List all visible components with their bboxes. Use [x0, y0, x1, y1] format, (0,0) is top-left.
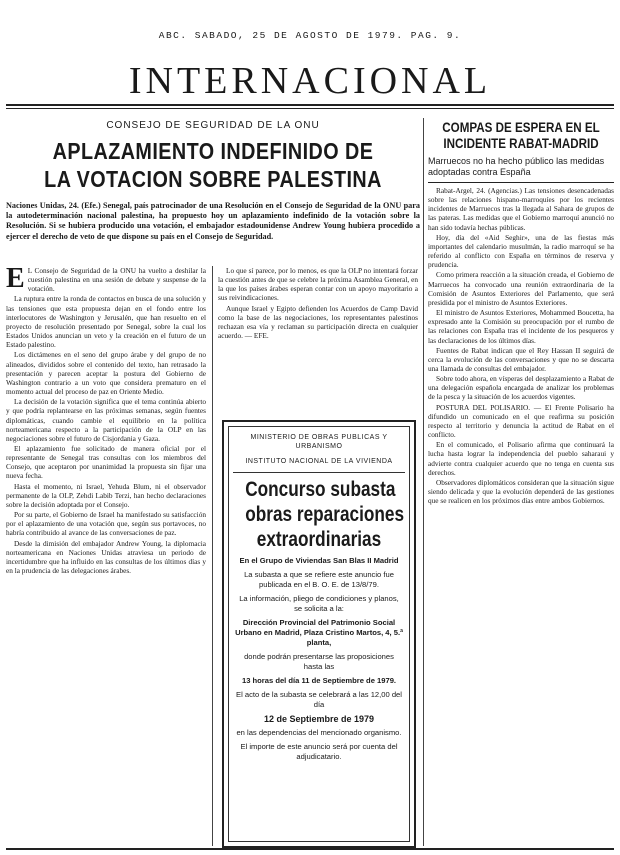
advertisement-inner	[228, 426, 410, 842]
side-column	[428, 186, 614, 836]
header-rule-thin	[6, 108, 614, 109]
ad-text: El acto de la subasta se celebrará a las 12,00 del día	[236, 690, 402, 709]
section-title: INTERNACIONAL	[128, 60, 492, 102]
paragraph: Fuentes de Rabat indican que el Rey Hassan II seguirá de cerca la evolución de las conversaciones y que no se descarta una llamada de consultas del embajador.	[428, 345, 614, 373]
paragraph: Lo que sí parece, por lo menos, es que la OLP no intentará forzar la cuestión antes de que se celebre la próxima Asamblea General, en la que los países árabes esperan contar con un apoyo mayoritario a sus reivindicaciones.	[218, 266, 418, 303]
paragraph: En el comunicado, el Polisario afirma que continuará la lucha hasta lograr la independencia del pueblo saharaui y advierte contra cualquier acuerdo que no tenga en cuenta sus derechos.	[428, 440, 614, 477]
ad-agency: INSTITUTO NACIONAL DE LA VIVIENDA	[245, 458, 393, 465]
lead-column-a	[6, 266, 206, 846]
paragraph: El ministro de Asuntos Exteriores, Mohammed Boucetta, ha expresado ante la Comisión su preocupación por el rumbo de las relaciones con España tras el incidente de los pesqueros y las declaraciones de los últimos días.	[428, 308, 614, 345]
paragraph: Hoy, día del «Aid Seghir», una de las fiestas más importantes del calendario musulmán, la radio marroquí se ha referido al conflicto con España en términos de reserva y prudencia.	[428, 232, 614, 270]
paragraph: La ruptura entre la ronda de contactos en busca de una solución y las tensiones que esta propuesta dejan en el fondo entre los interlocutores de Washington y Jerusalén, que han resuelto en el proyecto de resolución presentado por Senegal, sobre la cual los Estados Unidos anuncian un veto y la creación en el futuro de un Estado palestino.	[6, 294, 206, 350]
paragraph: Como primera reacción a la situación creada, el Gobierno de Marruecos ha convocado una reunión extraordinaria de la Comisión de Asuntos Exteriores del Parlamento, que será presidida por el ministro de Asuntos Exteriores.	[428, 270, 614, 307]
paragraph: Sobre todo ahora, en vísperas del desplazamiento a Rabat de una delegación española encargada de analizar los problemas de la pesca y la situación de los acuerdos vigentes.	[428, 374, 614, 402]
ad-title-line-2: obras reparaciones	[245, 503, 405, 526]
ad-text: 12 de Septiembre de 1979	[263, 714, 375, 724]
column-divider	[423, 118, 424, 846]
paragraph: El aplazamiento fue solicitado de manera oficial por el representante de Senegal tras consultas con los miembros del Consejo, que aceptaron por unanimidad la propuesta sin fijar una nueva fecha.	[6, 443, 206, 481]
lead-column-b	[218, 266, 418, 408]
masthead: ABC. SABADO, 25 DE AGOSTO DE 1979. PAG. 9.	[158, 30, 462, 41]
ad-text: donde podrán presentarse las proposiciones hasta las	[244, 652, 394, 671]
lead-kicker: CONSEJO DE SEGURIDAD DE LA ONU	[106, 120, 320, 131]
paragraph: POSTURA DEL POLISARIO. — El Frente Polisario ha difundido un comunicado en el que reafirma su posición respecto al territorio y denuncia la actitud de Rabat en el conflicto.	[428, 402, 614, 440]
footer-rule	[6, 848, 614, 850]
paragraph: Desde la dimisión del embajador Andrew Young, la diplomacia norteamericana en Naciones Unidas atraviesa un periodo de incertidumbre que ha influido en las consultas de los últimos días y en la prudencia de las delegaciones árabes.	[6, 538, 206, 575]
paragraph: Aunque Israel y Egipto defienden los Acuerdos de Camp David como la base de las negociaciones, los representantes palestinos rechazan esa vía y reclaman su participación directa en cualquier acuerdo. — EFE.	[218, 303, 418, 341]
lead-deck: Naciones Unidas, 24. (Efe.) Senegal, país patrocinador de una Resolución en el Consejo de Seguridad de la ONU para la autodeterminación nacional palestina, ha propuesto hoy un aplazamiento indefinido de la votación sobre la Resolución. Si se hubiera producido una votación, el embajador estadounidense Andrew Young hubiera procedido a ejercer el derecho de veto de que dispone su país en el Consejo de Seguridad.	[6, 201, 420, 241]
column-divider	[212, 266, 213, 846]
paragraph: L Consejo de Seguridad de la ONU ha vuelto a deshilar la cuestión palestina en una sesión de debate y suspense de la votación.	[27, 266, 206, 294]
lead-headline-line-1: APLAZAMIENTO INDEFINIDO DE	[52, 138, 374, 164]
ad-text: 13 horas del día 11 de Septiembre de 1979.	[241, 676, 397, 685]
side-subheadline: Marruecos no ha hecho público las medidas adoptadas contra España	[428, 156, 605, 177]
ad-divider	[233, 472, 405, 473]
paragraph: Los dictámenes en el seno del grupo árabe y del grupo de no alineados, divididos sobre el contenido del texto, han retrasado la presentación y parecen aceptar la postura del Gobierno de Washington contrario a un voto que considera prematuro en el momento actual del proceso de paz en Oriente Medio.	[6, 350, 206, 397]
side-headline-line-2: INCIDENTE RABAT-MADRID	[443, 136, 599, 151]
drop-cap: E	[6, 266, 25, 294]
lead-article-header	[6, 120, 420, 273]
paragraph: Rabat-Argel, 24. (Agencias.) Las tensiones desencadenadas sobre las relaciones hispano-marroquíes por los recientes incidentes de Marruecos tras la llegada al Sahara de grupos de las pateras. Las medidas que el Gobierno marroquí anunció no han sido todavía hechas públicas.	[428, 186, 614, 232]
ad-text: El importe de este anuncio será por cuenta del adjudicatario.	[240, 742, 398, 761]
ad-text: La subasta a que se refiere este anuncio fue publicada en el B. O. E. de 13/8/79.	[244, 570, 394, 589]
ad-title-line-1: Concurso subasta	[245, 478, 396, 501]
ad-text: en las dependencias del mencionado organismo.	[236, 728, 402, 737]
ad-text: En el Grupo de Viviendas San Blas II Madrid	[239, 556, 399, 565]
paragraph: La decisión de la votación significa que el tema continúa abierto y que podría replantearse en las próximas semanas, según fuentes diplomáticas, cuando cambie el equilibrio en la política norteamericana respecto a la participación de la OLP en las negociaciones sobre el futuro de Cisjordania y Gaza.	[6, 397, 206, 443]
ad-text: Dirección Provincial del Patrimonio Social Urbano en Madrid, Plaza Cristino Martos, 4, 5.ª planta,	[235, 618, 403, 647]
lead-headline-line-2: LA VOTACION SOBRE PALESTINA	[44, 166, 382, 192]
side-article-header	[428, 120, 614, 183]
ad-ministry: MINISTERIO DE OBRAS PUBLICAS Y URBANISMO	[250, 434, 388, 450]
header-rule	[6, 104, 614, 106]
advertisement-box	[222, 420, 416, 848]
ad-title-line-3: extraordinarias	[256, 528, 382, 551]
ad-text: La información, pliego de condiciones y planos, se solicita a la:	[239, 594, 399, 613]
side-headline-line-1: COMPAS DE ESPERA EN EL	[442, 120, 600, 135]
paragraph: Observadores diplomáticos consideran que la situación sigue siendo delicada y que la evolución dependerá de las gestiones que se realicen en los próximos días entre ambos Gobiernos.	[428, 477, 614, 506]
paragraph: Por su parte, el Gobierno de Israel ha manifestado su satisfacción por el aplazamiento de una votación que, según sus portavoces, no habría contribuido al avance de las conversaciones de paz.	[6, 510, 206, 538]
paragraph: Hasta el momento, ni Israel, Yehuda Blum, ni el observador permanente de la OLP, Zehdi Labib Terzi, han hecho declaraciones sobre la decisión adoptada por el Consejo.	[6, 481, 206, 509]
